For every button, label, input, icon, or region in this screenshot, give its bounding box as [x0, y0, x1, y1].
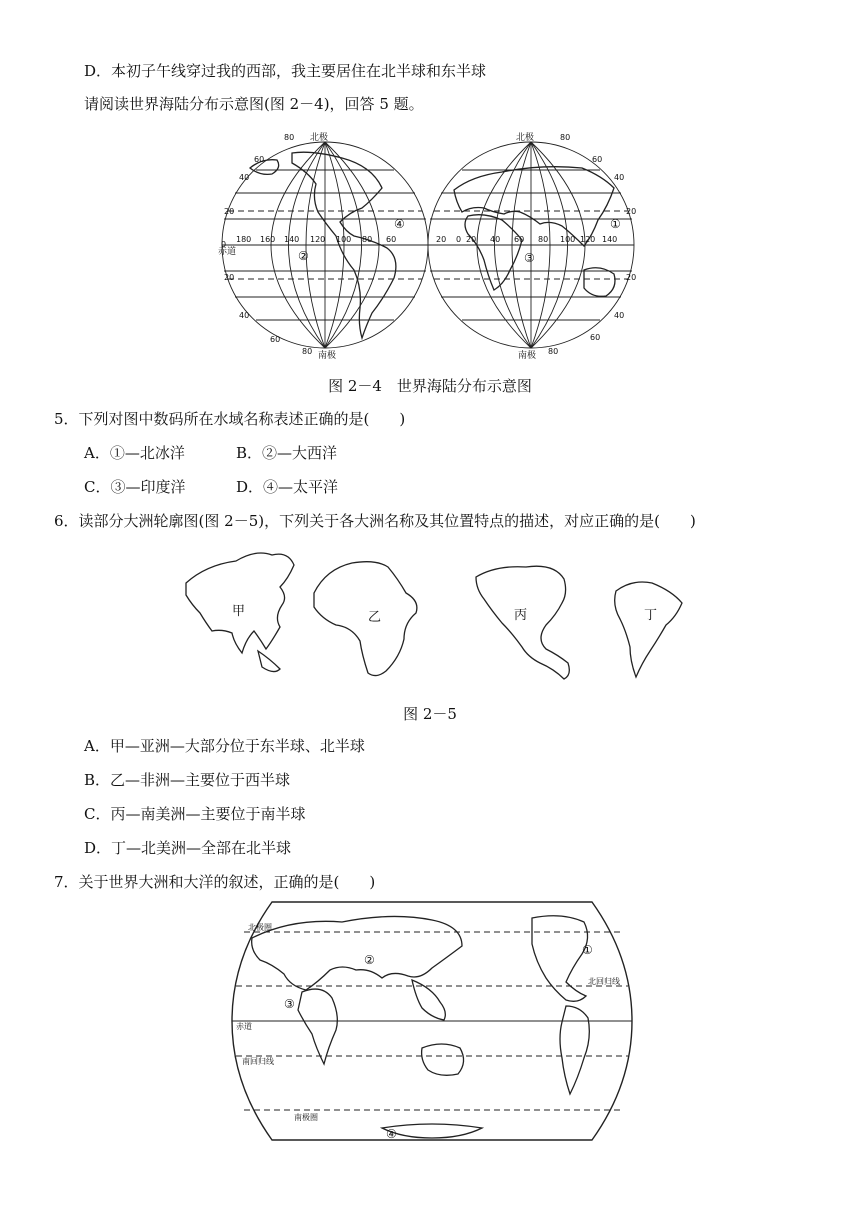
lon-label: 160 [260, 235, 276, 244]
map-marker-1: ① [582, 943, 593, 957]
map-marker-3: ③ [284, 997, 295, 1011]
lon-label: 20 [436, 235, 447, 244]
fig24-intro: 请阅读世界海陆分布示意图(图 2－4)，回答 5 题。 [84, 95, 424, 113]
lat-label: 40 [239, 311, 250, 320]
lon-label: 60 [386, 235, 397, 244]
q5-option-c: C．③—印度洋 [84, 478, 186, 496]
lon-label: 100 [560, 235, 576, 244]
north-pole-label-right: 北极 [516, 133, 535, 143]
lon-label: 80 [538, 235, 549, 244]
lon-label: 180 [236, 235, 252, 244]
q6-option-b: B．乙—非洲—主要位于西半球 [84, 771, 291, 789]
lon-label: 140 [602, 235, 618, 244]
lat-label: 20 [224, 273, 235, 282]
marker-4: ④ [394, 217, 405, 231]
lat-label: 20 [224, 207, 235, 216]
lon-label: 60 [514, 235, 525, 244]
equator-label-left: 赤道 [218, 247, 237, 257]
continent-label-yi: 乙 [368, 610, 382, 625]
map-marker-2: ② [364, 953, 375, 967]
equator-label: 赤道 [236, 1022, 252, 1031]
marker-3: ③ [524, 251, 535, 265]
western-hemisphere-globe [218, 131, 428, 361]
lat-label: 80 [560, 133, 571, 142]
q6-option-a: A．甲—亚洲—大部分位于东半球、北半球 [84, 737, 365, 755]
lat-label: 0 [221, 240, 227, 249]
lat-label: 40 [614, 173, 625, 182]
lon-label: 0 [456, 235, 462, 244]
continent-label-jia: 甲 [232, 604, 246, 619]
south-pole-label: 南极 [318, 351, 337, 361]
marker-1: ① [610, 217, 621, 231]
q6-option-c: C．丙—南美洲—主要位于南半球 [84, 805, 306, 823]
lat-label: 80 [548, 347, 559, 356]
arctic-circle-label: 北极圈 [248, 923, 272, 932]
lon-label: 40 [490, 235, 501, 244]
lon-label: 100 [336, 235, 352, 244]
marker-2: ② [298, 249, 309, 263]
fig25-caption: 图 2－5 [403, 705, 457, 723]
q7-stem: 7．关于世界大洲和大洋的叙述，正确的是( ) [54, 873, 376, 891]
lat-label: 20 [626, 273, 637, 282]
lon-label: 120 [580, 235, 596, 244]
lat-label: 80 [302, 347, 313, 356]
lat-label: 20 [626, 207, 637, 216]
eastern-hemisphere-globe [428, 131, 636, 361]
q5-option-d: D．④—太平洋 [236, 478, 339, 496]
lon-label: 120 [310, 235, 326, 244]
tropic-cancer-label: 北回归线 [588, 977, 620, 986]
map-marker-4: ④ [386, 1127, 397, 1141]
q5-stem: 5．下列对图中数码所在水域名称表述正确的是( ) [54, 410, 406, 428]
antarctic-circle-label: 南极圈 [294, 1113, 318, 1122]
south-pole-label-right: 南极 [518, 351, 537, 361]
tropic-capricorn-label: 南回归线 [242, 1057, 274, 1066]
q5-option-a: A．①—北冰洋 [84, 444, 185, 462]
q6-stem: 6．读部分大洲轮廓图(图 2－5)，下列关于各大洲名称及其位置特点的描述，对应正确的是( ) [54, 512, 696, 530]
world-map [232, 898, 632, 1144]
fig24-caption: 图 2－4 世界海陆分布示意图 [328, 377, 532, 395]
north-pole-label: 北极 [310, 133, 329, 143]
lat-label: 60 [270, 335, 281, 344]
lat-label: 40 [239, 173, 250, 182]
lat-label: 60 [592, 155, 603, 164]
lat-label: 60 [254, 155, 265, 164]
lat-label: 60 [590, 333, 601, 342]
lat-label: 40 [614, 311, 625, 320]
continent-outlines [176, 543, 692, 688]
world-hemispheres-map [218, 128, 642, 364]
lat-label: 80 [284, 133, 295, 142]
lon-label: 20 [466, 235, 477, 244]
q6-option-d: D．丁—北美洲—全部在北半球 [84, 839, 292, 857]
lon-label: 80 [362, 235, 373, 244]
lon-label: 140 [284, 235, 300, 244]
continent-label-bing: 丙 [514, 608, 528, 623]
q5-option-b: B．②—大西洋 [236, 444, 338, 462]
q4-option-d: D．本初子午线穿过我的西部，我主要居住在北半球和东半球 [84, 62, 487, 80]
continent-label-ding: 丁 [644, 608, 658, 623]
